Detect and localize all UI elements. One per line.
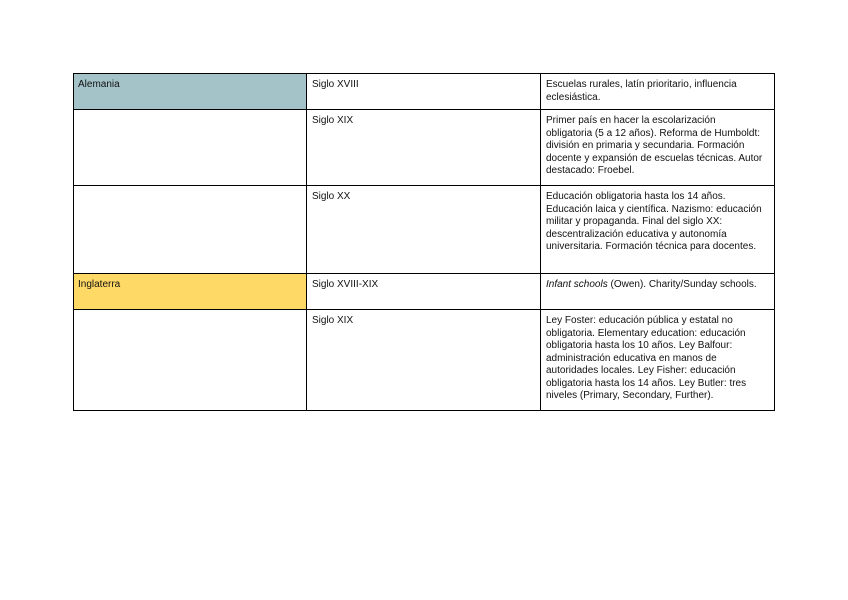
table-row [74, 186, 775, 274]
country-cell-empty [74, 110, 307, 186]
period-cell: Siglo XIX [307, 310, 541, 411]
table-row [74, 274, 775, 310]
description-cell [541, 274, 775, 310]
description-cell: Escuelas rurales, latín prioritario, influencia eclesiástica. [541, 74, 775, 110]
period-cell: Siglo XVIII [307, 74, 541, 110]
education-history-table [73, 73, 775, 411]
table-row [74, 310, 775, 411]
description-cell: Educación obligatoria hasta los 14 años. Educación laica y científica. Nazismo: educación militar y propaganda. Final del siglo XX: descentralización educativa y autonomía universitaria. Formación técnica para docentes. [541, 186, 775, 274]
description-cell: Ley Foster: educación pública y estatal no obligatoria. Elementary education: educación obligatoria hasta los 10 años. Ley Balfour: administración educativa en manos de autoridades locales. Ley Fisher: educación obligatoria hasta los 14 años. Ley Butler: tres niveles (Primary, Secondary, Further). [541, 310, 775, 411]
country-cell-empty [74, 186, 307, 274]
country-cell-england: Inglaterra [74, 274, 307, 310]
country-cell-germany: Alemania [74, 74, 307, 110]
description-text: (Owen). Charity/Sunday schools. [607, 279, 757, 290]
description-cell: Primer país en hacer la escolarización obligatoria (5 a 12 años). Reforma de Humboldt: división en primaria y secundaria. Formación docente y expansión de escuelas técnicas. Autor destacado: Froebel. [541, 110, 775, 186]
table-row [74, 74, 775, 110]
period-cell: Siglo XIX [307, 110, 541, 186]
country-cell-empty [74, 310, 307, 411]
italic-term: Infant schools [546, 279, 608, 290]
period-cell: Siglo XX [307, 186, 541, 274]
period-cell: Siglo XVIII-XIX [307, 274, 541, 310]
table-row [74, 110, 775, 186]
